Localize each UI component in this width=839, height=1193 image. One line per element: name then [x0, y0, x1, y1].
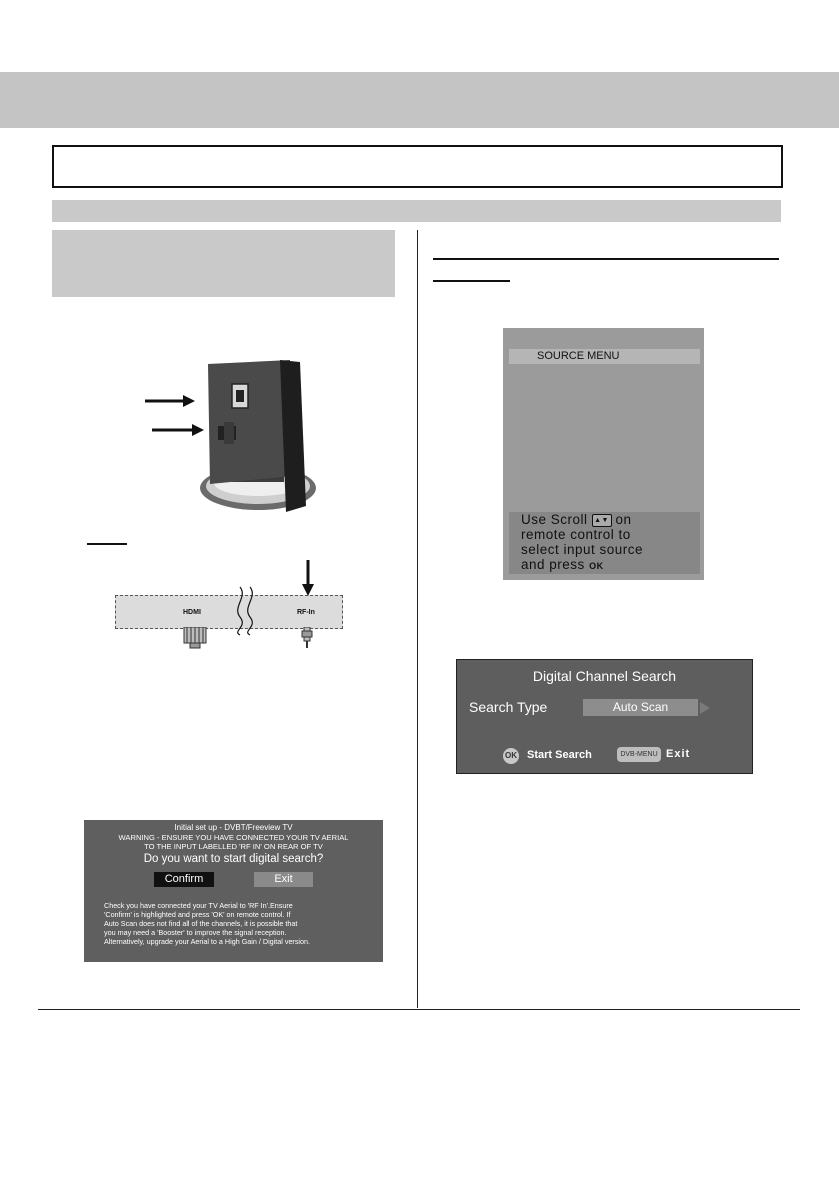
setup-warning-2: TO THE INPUT LABELLED 'RF IN' ON REAR OF TV	[144, 842, 323, 851]
hdmi-connector-icon	[183, 627, 207, 649]
title-box	[52, 145, 783, 188]
header-band	[0, 72, 839, 128]
search-type-label: Search Type	[469, 699, 548, 715]
start-search-label: Start Search	[527, 749, 592, 761]
rf-in-label: RF-In	[297, 609, 315, 616]
source-menu-screen	[503, 328, 704, 580]
source-menu-help	[509, 512, 700, 574]
instruction-line: Auto Scan does not find all of the channels, it is possible that	[104, 919, 298, 928]
source-menu-title: SOURCE MENU	[537, 350, 620, 362]
setup-question: Do you want to start digital search?	[143, 853, 324, 865]
arrow-right-icon	[152, 422, 204, 438]
heading-underline-short	[433, 280, 510, 282]
source-menu-title-bar	[509, 349, 700, 364]
help-text: and press	[521, 557, 585, 572]
exit-label: Exit	[666, 748, 691, 760]
column-divider	[417, 230, 418, 1008]
help-text: Use Scroll	[521, 512, 588, 527]
footer-rule	[38, 1009, 800, 1010]
help-text: select input source	[521, 542, 644, 557]
hdmi-label: HDMI	[183, 609, 201, 616]
wavy-break-icon	[234, 585, 258, 637]
arrow-down-icon	[300, 560, 316, 596]
help-text: remote control to	[521, 527, 631, 542]
instruction-line: you may need a 'Booster' to improve the signal reception.	[104, 928, 287, 937]
instruction-line: Alternatively, upgrade your Aerial to a High Gain / Digital version.	[104, 937, 311, 946]
exit-button[interactable]: Exit	[254, 872, 313, 887]
rf-connector-icon	[301, 627, 313, 649]
heading-underline	[433, 258, 779, 260]
select-arrow-icon[interactable]	[700, 702, 710, 714]
instruction-line: Check you have connected your TV Aerial to 'RF In'.Ensure	[104, 901, 293, 910]
setup-instructions	[104, 901, 379, 946]
step-box	[52, 230, 395, 297]
setup-title: Initial set up - DVBT/Freeview TV	[174, 823, 293, 832]
dvb-menu-button-icon[interactable]: DVB-MENU	[617, 747, 661, 762]
scroll-updown-icon: ▲▼	[592, 514, 612, 527]
ok-key-icon: OK	[589, 561, 604, 571]
note-underline	[87, 543, 127, 545]
ok-button-icon[interactable]: OK	[503, 748, 519, 764]
search-title: Digital Channel Search	[532, 668, 677, 684]
search-type-select[interactable]: Auto Scan	[583, 699, 698, 716]
instruction-line: 'Confirm' is highlighted and press 'OK' on remote control. If	[104, 910, 291, 919]
initial-setup-screen	[84, 820, 383, 962]
section-bar	[52, 200, 781, 222]
setup-warning: WARNING - ENSURE YOU HAVE CONNECTED YOUR TV AERIAL	[118, 833, 349, 842]
digital-channel-search-screen	[456, 659, 753, 774]
arrow-right-icon	[145, 393, 195, 409]
help-text: on	[615, 512, 632, 527]
tv-side-illustration	[140, 356, 340, 521]
confirm-button[interactable]: Confirm	[154, 872, 214, 887]
